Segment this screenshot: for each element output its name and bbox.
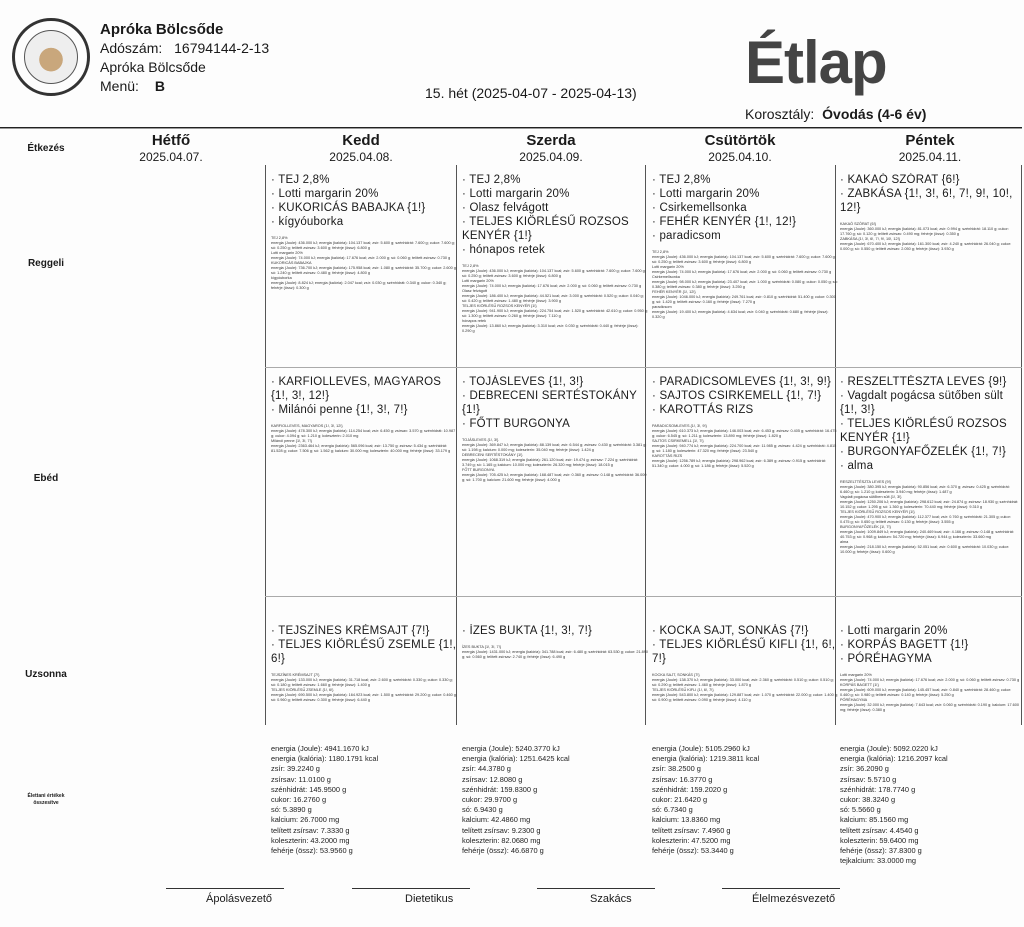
total-line: zsírsav: 12.8080 g bbox=[462, 774, 523, 784]
dish-item: · Csirkemellsonka bbox=[652, 201, 838, 215]
nutrition-line: KORPÁS BAGETT {1!} bbox=[840, 683, 879, 687]
nutrition-line: KARFIOLLEVES, MAGYAROS {1!, 3!, 12!} bbox=[271, 424, 343, 428]
nutrition-line: ÍZES BUKTA {1!, 3!, 7!} bbox=[462, 645, 501, 649]
day-name: Kedd bbox=[342, 132, 380, 149]
total-line: só: 6.7340 g bbox=[652, 805, 693, 815]
day-header-pentek bbox=[836, 132, 1024, 164]
nutrition-line: TELJES KIÖRLÉSŰ ZSEMLE {1!, 6!} bbox=[271, 688, 334, 692]
dish-item: · Lotti margarin 20% bbox=[652, 187, 838, 201]
nutrition-fine-print bbox=[840, 480, 1020, 555]
week-range: 15. hét (2025-04-07 - 2025-04-13) bbox=[425, 85, 637, 101]
total-line: szénhidrát: 159.2020 g bbox=[652, 784, 728, 794]
total-line: telített zsírsav: 4.4540 g bbox=[840, 825, 919, 835]
nutrition-line: energia (Joule): 705.425 kJ; energia (kalória): 168.487 kcal; zsír: 0.360 g; zsírsav: 0.148 g; szénhidrát: 36.000 g; só: 1.700 g; kalcium: 21.600 mg; fehérje (össz): 4.000 g bbox=[462, 473, 647, 482]
total-line: fehérje (össz): 46.6870 g bbox=[462, 846, 544, 856]
totals-kedd bbox=[271, 744, 457, 856]
nutrition-line: Lotti margarin 20% bbox=[652, 265, 684, 269]
age-value: Óvodás (4-6 év) bbox=[822, 106, 927, 122]
nutrition-line: PARADICSOMLEVES {1!, 3!, 9!} bbox=[652, 424, 707, 428]
total-line: tejkalcium: 33.0000 mg bbox=[840, 856, 916, 866]
nutrition-line: TELJES KIÖRLÉSŰ ROZSOS KENYÉR {1!} bbox=[840, 510, 915, 514]
dish-item: · TEJ 2,8% bbox=[652, 173, 838, 187]
dish-item: · TELJES KIÖRLÉSŰ ROZSOS KENYÉR {1!} bbox=[462, 215, 648, 243]
logo-emblem-icon bbox=[24, 30, 78, 84]
nutrition-line: Lotti margarin 20% bbox=[840, 673, 872, 677]
nutrition-line: energia (Joule): 74.000 kJ; energia (kalória): 17.676 kcal; zsír: 2.000 g; só: 0.060 g; telített zsírsav: 0.730 g bbox=[652, 270, 832, 274]
nutrition-line: TEJSZÍNES KRÉMSAJT {7!} bbox=[271, 673, 320, 677]
cell-csutortok-reggeli bbox=[652, 173, 838, 365]
nutrition-line: KAROTTÁS RIZS bbox=[652, 454, 683, 458]
cell-pentek-uzsonna bbox=[840, 624, 1020, 724]
dish-item: · TEJ 2,8% bbox=[462, 173, 648, 187]
dish-item: · KARFIOLLEVES, MAGYAROS {1!, 3!, 12!} bbox=[271, 375, 457, 403]
nutrition-line: TELJES KIÖRLÉSŰ ROZSOS KENYÉR {1!} bbox=[462, 304, 537, 308]
row-label-ebed: Ebéd bbox=[33, 473, 59, 484]
day-date: 2025.04.07. bbox=[139, 150, 203, 164]
signature-label-elelmezesvezeto: Élelmezésvezető bbox=[752, 893, 836, 905]
dish-item: · TELJES KIÖRLÉSŰ KIFLI {1!, 6!, 7!} bbox=[652, 638, 838, 666]
nutrition-line: energia (Joule): 2363.464 kJ; energia (kalória): 565.096 kcal; zsír: 13.750 g; zsírsav: 5.434 g; szénhidrát: 81.528 g; cukor: 7.506 g; só: 1.562 g; kalcium: 30.000 mg; koleszterin: 40.000 mg; fehérje (össz): 33.179 g bbox=[271, 444, 451, 453]
dish-item: · TELJES KIÖRLÉSŰ ZSEMLE {1!, 6!} bbox=[271, 638, 457, 666]
day-name: Csütörtök bbox=[704, 132, 776, 149]
total-line: só: 5.3890 g bbox=[271, 805, 312, 815]
cell-kedd-ebed bbox=[271, 375, 457, 593]
nutrition-line: energia (Joule): 74.000 kJ; energia (kalória): 17.676 kcal; zsír: 2.000 g; só: 0.060 g; telített zsírsav: 0.730 g bbox=[271, 256, 451, 260]
dish-item: · KUKORICÁS BABAJKA {1!} bbox=[271, 201, 457, 215]
dish-item: · kígyóuborka bbox=[271, 215, 457, 229]
age-group bbox=[745, 106, 926, 122]
subinstitution-name: Apróka Bölcsőde bbox=[100, 59, 206, 75]
nutrition-fine-print bbox=[652, 250, 838, 320]
dish-item: · Lotti margarin 20% bbox=[840, 624, 1020, 638]
total-line: energia (Joule): 5240.3770 kJ bbox=[462, 744, 560, 753]
nutrition-line: TOJÁSLEVES {1!, 3!} bbox=[462, 438, 499, 442]
nutrition-line: TEJ 2,8% bbox=[271, 236, 288, 240]
row-label-reggeli: Reggeli bbox=[27, 258, 65, 269]
total-line: energia (kalória): 1251.6425 kcal bbox=[462, 754, 570, 764]
dish-item: · TEJSZÍNES KRÉMSAJT {7!} bbox=[271, 624, 457, 638]
table-top-border-2 bbox=[0, 128, 1022, 129]
dish-item: · PARADICSOMLEVES {1!, 3!, 9!} bbox=[652, 375, 838, 389]
cell-pentek-ebed bbox=[840, 375, 1020, 593]
signature-label-szakacs: Szakács bbox=[590, 893, 632, 905]
total-line: só: 6.9430 g bbox=[462, 805, 503, 815]
nutrition-line: Olasz felvágott bbox=[462, 289, 488, 293]
nutrition-line: ZABKÁSA {1!, 3!, 6!, 7!, 9!, 10!, 12!} bbox=[840, 237, 900, 241]
nutrition-line: energia (Joule): 1068.319 kJ; energia (kalória): 261.120 kcal; zsír: 19.474 g; zsírsav: 7.224 g; szénhidrát: 3.749 g; só: 1.165 g; kalcium: 10.000 mg; koleszterin: 26.320 mg; fehérje (össz): 18.015 g bbox=[462, 458, 639, 467]
nutrition-line: energia (Joule): 186.400 kJ; energia (kalória): 44.521 kcal; zsír: 3.000 g; szénhidrát: 0.520 g; cukor: 0.040 g; só: 0.420 g; telített zsírsav: 1.480 g; fehérje (össz): 3.900 g bbox=[462, 294, 644, 303]
nutrition-line: energia (Joule): 98.000 kJ; energia (kalória): 23.407 kcal; zsír: 1.000 g; szénhidrát: 0.080 g; cukor: 0.050 g; só: 0.380 g; telített zsírsav: 0.380 g; fehérje (össz): 3.250 g bbox=[652, 280, 838, 289]
nutrition-line: energia (Joule): 74.000 kJ; energia (kalória): 17.676 kcal; zsír: 2.000 g; só: 0.060 g; telített zsírsav: 0.730 g bbox=[840, 678, 1020, 682]
dish-item: · KOCKA SAJT, SONKÁS {7!} bbox=[652, 624, 838, 638]
nutrition-fine-print bbox=[271, 236, 457, 291]
total-line: cukor: 29.9700 g bbox=[462, 795, 518, 805]
day-date: 2025.04.11. bbox=[898, 150, 962, 164]
menu-value: B bbox=[154, 78, 165, 94]
totals-szerda bbox=[462, 744, 648, 856]
nutrition-line: energia (Joule): 138.370 kJ; energia (kalória): 33.000 kcal; zsír: 2.360 g; szénhidrát: 0.510 g; cukor: 0.510 g; só: 0.290 g; telített zsírsav: 1.460 g; fehérje (össz): 1.870 g bbox=[652, 678, 834, 687]
nutrition-line: energia (Joule): 1046.000 kJ; energia (kalória): 249.761 kcal; zsír: 0.810 g; szénhidrát: 51.400 g; cukor: 0.300 g; só: 1.420 g; telített zsírsav: 0.160 g; fehérje (össz): 7.270 g bbox=[652, 295, 836, 304]
nutrition-line: energia (Joule): 610.373 kJ; energia (kalória): 146.003 kcal; zsír: 6.453 g; zsírsav: 0.405 g; szénhidrát: 16.475 g; cukor: 6.545 g; só: 1.211 g; koleszterin: 13.890 mg; fehérje (össz): 1.820 g bbox=[652, 429, 837, 438]
col-divider-5 bbox=[1021, 165, 1022, 725]
day-date: 2025.04.09. bbox=[519, 150, 583, 164]
nutrition-fine-print bbox=[271, 424, 457, 454]
signature-label-dietetikus: Dietetikus bbox=[405, 893, 454, 905]
nutrition-line: Lotti margarin 20% bbox=[271, 251, 303, 255]
dish-item: · FEHÉR KENYÉR {1!, 12!} bbox=[652, 215, 838, 229]
header-institution-block bbox=[100, 20, 269, 96]
cell-szerda-reggeli bbox=[462, 173, 648, 365]
nutrition-line: energia (Joule): 478.300 kJ; energia (kalória): 114.254 kcal; zsír: 6.450 g; zsírsav: 3.570 g; szénhidrát: 10.987 g; cukor: 4.094 g; só: 1.210 g; koleszterin: 2.010 mg bbox=[271, 429, 456, 438]
cell-kedd-reggeli bbox=[271, 173, 457, 365]
total-line: kalcium: 85.1560 mg bbox=[840, 815, 909, 825]
total-line: telített zsírsav: 9.2300 g bbox=[462, 825, 541, 835]
dish-item: · PÓRÉHAGYMA bbox=[840, 652, 1020, 666]
nutrition-line: kígyóuborka bbox=[271, 276, 292, 280]
cell-pentek-reggeli bbox=[840, 173, 1020, 365]
day-date: 2025.04.08. bbox=[329, 150, 393, 164]
nutrition-line: KOCKA SAJT, SONKÁS {7!} bbox=[652, 673, 700, 677]
tax-label: Adószám: bbox=[100, 40, 163, 56]
total-line: zsírsav: 16.3770 g bbox=[652, 774, 713, 784]
total-line: telített zsírsav: 7.4960 g bbox=[652, 825, 731, 835]
row-divider-2 bbox=[265, 596, 1022, 597]
dish-item: · paradicsom bbox=[652, 229, 838, 243]
dish-item: · KAROTTÁS RIZS bbox=[652, 403, 838, 417]
cell-szerda-ebed bbox=[462, 375, 648, 593]
nutrition-line: energia (Joule): 436.000 kJ; energia (kalória): 104.137 kcal; zsír: 5.600 g; szénhidrát: 7.600 g; cukor: 7.600 g; só: 0.250 g; telített zsírsav: 3.600 g; fehérje (össz): 6.800 g bbox=[271, 241, 455, 250]
nutrition-line: energia (Joule): 8.824 kJ; energia (kalória): 2.047 kcal; zsír: 0.030 g; szénhidrát: 0.340 g; cukor: 0.340 g; fehérje (össz): 0.300 g bbox=[271, 281, 447, 290]
age-label: Korosztály: bbox=[745, 106, 815, 122]
total-line: energia (Joule): 5092.0220 kJ bbox=[840, 744, 938, 753]
cell-kedd-uzsonna bbox=[271, 624, 457, 724]
nutrition-line: FEHÉR KENYÉR {1!, 12!} bbox=[652, 290, 696, 294]
nutrition-line: TELJES KIÖRLÉSŰ KIFLI {1!, 6!, 7!} bbox=[652, 688, 714, 692]
row-divider-1 bbox=[265, 367, 1022, 368]
dish-item: · FŐTT BURGONYA bbox=[462, 417, 648, 431]
nutrition-fine-print bbox=[462, 438, 648, 483]
tax-number: 16794144-2-13 bbox=[174, 40, 270, 56]
dish-item: · Olasz felvágott bbox=[462, 201, 648, 215]
total-line: fehérje (össz): 37.8300 g bbox=[840, 846, 922, 856]
signature-label-apolasvezeto: Ápolásvezető bbox=[206, 893, 273, 905]
total-line: kalcium: 42.4860 mg bbox=[462, 815, 531, 825]
dish-item: · DEBRECENI SERTÉSTOKÁNY {1!} bbox=[462, 389, 648, 417]
nutrition-fine-print bbox=[462, 264, 648, 334]
dish-item: · Milánói penne {1!, 3!, 7!} bbox=[271, 403, 457, 417]
total-line: cukor: 16.2760 g bbox=[271, 795, 327, 805]
dish-item: · ZABKÁSA {1!, 3!, 6!, 7!, 9!, 10!, 12!} bbox=[840, 187, 1020, 215]
bolcskonyha-logo bbox=[12, 18, 90, 96]
nutrition-line: energia (Joule): 941.900 kJ; energia (kalória): 224.754 kcal; zsír: 1.520 g; szénhidrát: 42.610 g; cukor: 0.950 g; só: 1.300 g; telített zsírsav: 0.260 g; fehérje (össz): 7.110 g bbox=[462, 309, 648, 318]
total-line: koleszterin: 59.6400 mg bbox=[840, 835, 919, 845]
nutrition-line: paradicsom bbox=[652, 305, 672, 309]
total-line: szénhidrát: 178.7740 g bbox=[840, 784, 916, 794]
total-line: energia (kalória): 1180.1791 kcal bbox=[271, 754, 379, 764]
nutrition-line: hónapos retek bbox=[462, 319, 487, 323]
total-line: cukor: 21.6420 g bbox=[652, 795, 708, 805]
nutrition-line: energia (Joule): 369.847 kJ; energia (kalória): 88.139 kcal; zsír: 6.544 g; zsírsav: 0.430 g; szénhidrát: 3.381 g; só: 1.198 g; kalcium: 0.000 mg; koleszterin: 35.040 mg; fehérje (össz): 1.424 g bbox=[462, 443, 647, 452]
nutrition-line: energia (Joule): 436.000 kJ; energia (kalória): 104.137 kcal; zsír: 5.600 g; szénhidrát: 7.600 g; cukor: 7.600 g; só: 0.250 g; telített zsírsav: 3.600 g; fehérje (össz): 6.800 g bbox=[462, 269, 646, 278]
total-line: energia (kalória): 1216.2097 kcal bbox=[840, 754, 948, 764]
nutrition-line: energia (Joule): 736.700 kJ; energia (kalória): 175.958 kcal; zsír: 1.080 g; szénhidrát: 35.700 g; cukor: 2.600 g; só: 1.240 g; telített zsírsav: 0.480 g; fehérje (össz): 4.800 g bbox=[271, 266, 457, 275]
total-line: zsír: 38.2500 g bbox=[652, 764, 701, 774]
dish-item: · alma bbox=[840, 459, 1020, 473]
total-line: szénhidrát: 159.8300 g bbox=[462, 784, 538, 794]
nutrition-line: KUKORICÁS BABAJKA bbox=[271, 261, 312, 265]
total-line: koleszterin: 82.0680 mg bbox=[462, 835, 541, 845]
signature-line-apolasvezeto bbox=[166, 888, 284, 889]
page-title: Étlap bbox=[745, 29, 887, 96]
nutrition-line: energia (Joule): 436.000 kJ; energia (kalória): 104.137 kcal; zsír: 5.600 g; szénhidrát: 7.600 g; cukor: 7.600 g; só: 0.250 g; telített zsírsav: 3.600 g; fehérje (össz): 6.800 g bbox=[652, 255, 836, 264]
nutrition-fine-print bbox=[652, 673, 838, 703]
nutrition-line: energia (Joule): 218.150 kJ; energia (kalória): 52.051 kcal; zsír: 0.600 g; szénhidrát: 10.030 g; cukor: 10.000 g; fehérje (össz): 0.600 g bbox=[840, 545, 1010, 554]
total-line: energia (Joule): 5105.2960 kJ bbox=[652, 744, 750, 753]
nutrition-line: energia (Joule): 1431.000 kJ; energia (kalória): 341.788 kcal; zsír: 6.480 g; szénhidrát: 63.530 g; cukor: 21.890 g; só: 0.560 g; telített zsírsav: 2.740 g; fehérje (össz): 6.490 g bbox=[462, 650, 648, 659]
nutrition-fine-print bbox=[271, 673, 457, 703]
dish-item: · Lotti margarin 20% bbox=[271, 187, 457, 201]
nutrition-fine-print bbox=[652, 424, 838, 469]
dish-item: · Lotti margarin 20% bbox=[462, 187, 648, 201]
total-line: zsírsav: 11.0100 g bbox=[271, 774, 331, 784]
nutrition-line: energia (Joule): 74.000 kJ; energia (kalória): 17.676 kcal; zsír: 2.000 g; só: 0.060 g; telített zsírsav: 0.730 g bbox=[462, 284, 642, 288]
dish-item: · SAJTOS CSIRKEMELL {1!, 7!} bbox=[652, 389, 838, 403]
menu-label: Menü: bbox=[100, 78, 139, 94]
total-line: zsír: 44.3780 g bbox=[462, 764, 511, 774]
nutrition-line: energia (Joule): 360.000 kJ; energia (kalória): 81.073 kcal; zsír: 0.994 g; szénhidrát: 18.110 g; cukor: 17.760 g; só: 0.120 g; telített zsírsav: 0.490 mg; fehérje (össz): 0.350 g bbox=[840, 227, 1009, 236]
nutrition-line: RESZELTTÉSZTA LEVES {9!} bbox=[840, 480, 891, 484]
total-line: zsírsav: 5.5710 g bbox=[840, 774, 897, 784]
nutrition-line: energia (Joule): 380.395 kJ; energia (kalória): 90.856 kcal; zsír: 6.370 g; zsírsav: 0.425 g; szénhidrát: 6.460 g; só: 1.210 g; koleszterin: 3.940 mg; fehérje (össz): 1.487 g bbox=[840, 485, 1010, 494]
day-header-kedd bbox=[267, 132, 455, 164]
dish-item: · Vagdalt pogácsa sütőben sült {1!, 3!} bbox=[840, 389, 1020, 417]
tax-row bbox=[100, 39, 269, 58]
total-line: kalcium: 26.7000 mg bbox=[271, 815, 340, 825]
row-label-uzsonna: Uzsonna bbox=[25, 669, 67, 680]
total-line: cukor: 38.3240 g bbox=[840, 795, 896, 805]
nutrition-line: energia (Joule): 470.900 kJ; energia (kalória): 112.377 kcal; zsír: 0.760 g; szénhidrát: 21.305 g; cukor: 0.475 g; só: 0.650 g; telített zsírsav: 0.130 g; fehérje (össz): 3.555 g bbox=[840, 515, 1011, 524]
total-line: só: 5.5660 g bbox=[840, 805, 881, 815]
day-name: Hétfő bbox=[151, 132, 191, 149]
row-label-osszesito bbox=[0, 793, 92, 807]
nutrition-line: energia (Joule): 609.000 kJ; energia (kalória): 145.457 kcal; zsír: 0.840 g; szénhidrát: 28.460 g; cukor: 0.460 g; só: 0.980 g; telített zsírsav: 0.140 g; fehérje (össz): 5.250 g bbox=[840, 688, 1012, 697]
nutrition-line: FŐTT BURGONYA bbox=[462, 468, 495, 472]
nutrition-fine-print bbox=[840, 673, 1020, 713]
day-name: Szerda bbox=[526, 132, 576, 149]
nutrition-line: energia (Joule): 13.860 kJ; energia (kalória): 3.310 kcal; zsír: 0.030 g; szénhidrát: 0.440 g; fehérje (össz): 0.290 g bbox=[462, 324, 639, 333]
cell-csutortok-ebed bbox=[652, 375, 838, 593]
dish-item: · RESZELTTÉSZTA LEVES {9!} bbox=[840, 375, 1020, 389]
cell-csutortok-uzsonna bbox=[652, 624, 838, 724]
nutrition-line: Lotti margarin 20% bbox=[462, 279, 494, 283]
nutrition-line: energia (Joule): 32.000 kJ; energia (kalória): 7.643 kcal; zsír: 0.060 g; szénhidrát: 0.190 g; kalcium: 17.600 mg; fehérje (össz): 0.380 g bbox=[840, 703, 1019, 712]
row-label-osszesito-1: Élettani értékek bbox=[27, 793, 65, 799]
nutrition-line: energia (Joule): 940.774 kJ; energia (kalória): 224.700 kcal; zsír: 11.985 g; zsírsav: 4.424 g; szénhidrát: 4.815 g; só: 1.180 g; koleszterin: 47.320 mg; fehérje (össz): 23.540 g bbox=[652, 444, 837, 453]
total-line: fehérje (össz): 53.3440 g bbox=[652, 846, 734, 856]
total-line: koleszterin: 47.5200 mg bbox=[652, 835, 731, 845]
day-header-csutortok bbox=[646, 132, 834, 164]
dish-item: · BURGONYAFŐZELÉK {1!, 7!} bbox=[840, 445, 1020, 459]
nutrition-line: energia (Joule): 670.400 kJ; energia (kalória): 161.300 kcal; zsír: 4.240 g; szénhidrát: 26.040 g; cukor: 0.000 g; só: 0.550 g; telített zsírsav: 2.050 g; fehérje (össz): 3.930 g bbox=[840, 242, 1012, 251]
menu-row bbox=[100, 77, 269, 96]
nutrition-line: alma bbox=[840, 540, 849, 544]
nutrition-line: Milánói penne {1!, 3!, 7!} bbox=[271, 439, 312, 443]
dish-item: · KAKAÓ SZÓRAT {6!} bbox=[840, 173, 1020, 187]
total-line: koleszterin: 43.2000 mg bbox=[271, 835, 350, 845]
dish-item: · TEJ 2,8% bbox=[271, 173, 457, 187]
nutrition-line: energia (Joule): 543.800 kJ; energia (kalória): 129.887 kcal; zsír: 1.070 g; szénhidrát: 22.000 g; cukor: 1.400 g; só: 0.900 g; telített zsírsav: 0.090 g; fehérje (össz): 4.110 g bbox=[652, 693, 838, 702]
total-line: zsír: 39.2240 g bbox=[271, 764, 320, 774]
day-header-hetfo bbox=[77, 132, 265, 164]
dish-item: · hónapos retek bbox=[462, 243, 648, 257]
day-header-szerda bbox=[457, 132, 645, 164]
nutrition-fine-print bbox=[462, 645, 648, 660]
nutrition-line: energia (Joule): 133.000 kJ; energia (kalória): 31.718 kcal; zsír: 2.600 g; szénhidrát: 0.330 g; cukor: 0.330 g; só: 0.180 g; telített zsírsav: 1.660 g; fehérje (össz): 1.400 g bbox=[271, 678, 453, 687]
total-line: szénhidrát: 145.9500 g bbox=[271, 784, 347, 794]
nutrition-line: TEJ 2,8% bbox=[652, 250, 669, 254]
nutrition-line: TEJ 2,8% bbox=[462, 264, 479, 268]
total-line: telített zsírsav: 7.3330 g bbox=[271, 825, 350, 835]
nutrition-line: SAJTOS CSIRKEMELL {1!, 7!} bbox=[652, 439, 704, 443]
signature-line-szakacs bbox=[537, 888, 655, 889]
nutrition-line: energia (Joule): 1256.789 kJ; energia (kalória): 298.962 kcal; zsír: 6.389 g; zsírsav: 0.915 g; szénhidrát: 51.340 g; cukor: 4.000 g; só: 1.186 g; fehérje (össz): 5.520 g bbox=[652, 459, 826, 468]
dish-item: · TOJÁSLEVES {1!, 3!} bbox=[462, 375, 648, 389]
row-label-osszesito-2: összesítve bbox=[33, 800, 59, 806]
totals-csutortok bbox=[652, 744, 838, 856]
institution-name: Apróka Bölcsőde bbox=[100, 21, 224, 38]
total-line: energia (kalória): 1219.3811 kcal bbox=[652, 754, 760, 764]
total-line: zsír: 36.2090 g bbox=[840, 764, 889, 774]
nutrition-line: KAKAÓ SZÓRAT {6!} bbox=[840, 222, 876, 226]
total-line: kalcium: 13.8360 mg bbox=[652, 815, 721, 825]
dish-item: · TELJES KIÖRLÉSŰ ROZSOS KENYÉR {1!} bbox=[840, 417, 1020, 445]
dish-item: · ÍZES BUKTA {1!, 3!, 7!} bbox=[462, 624, 648, 638]
nutrition-line: BURGONYAFŐZELÉK {1!, 7!} bbox=[840, 525, 891, 529]
nutrition-line: PÓRÉHAGYMA bbox=[840, 698, 868, 702]
day-name: Péntek bbox=[905, 132, 955, 149]
dish-item: · KORPÁS BAGETT {1!} bbox=[840, 638, 1020, 652]
nutrition-fine-print bbox=[840, 222, 1020, 252]
nutrition-line: energia (Joule): 690.500 kJ; energia (kalória): 164.923 kcal; zsír: 1.500 g; szénhidrát: 29.200 g; cukor: 0.460 g; só: 0.960 g; telített zsírsav: 0.300 g; fehérje (össz): 6.440 g bbox=[271, 693, 457, 702]
signature-line-dietetikus bbox=[352, 888, 470, 889]
total-line: fehérje (össz): 53.9560 g bbox=[271, 846, 353, 856]
nutrition-line: Vagdalt pogácsa sütőben sült {1!, 3!} bbox=[840, 495, 902, 499]
signature-line-elelmezesvezeto bbox=[722, 888, 840, 889]
nutrition-line: energia (Joule): 1250.206 kJ; energia (kalória): 298.612 kcal; zsír: 24.874 g; zsírsav: 18.930 g; szénhidrát: 10.152 g; cukor: 1.295 g; só: 1.360 g; koleszterin: 70.440 mg; fehérje (össz): 9.310 g bbox=[840, 500, 1019, 509]
cell-szerda-uzsonna bbox=[462, 624, 648, 724]
nutrition-line: DEBRECENI SERTÉSTOKÁNY {1!} bbox=[462, 453, 523, 457]
total-line: energia (Joule): 4941.1670 kJ bbox=[271, 744, 369, 753]
nutrition-line: energia (Joule): 19.400 kJ; energia (kalória): 4.634 kcal; zsír: 0.040 g; szénhidrát: 0.680 g; fehérje (össz): 0.320 g bbox=[652, 310, 829, 319]
day-date: 2025.04.10. bbox=[708, 150, 772, 164]
totals-pentek bbox=[840, 744, 1024, 866]
nutrition-line: Csirkemellsonka bbox=[652, 275, 680, 279]
col-divider-1 bbox=[265, 165, 266, 725]
nutrition-line: energia (Joule): 1009.849 kJ; energia (kalória): 240.469 kcal; zsír: 4.166 g; zsírsav: 0.148 g; szénhidrát: 40.753 g; só: 0.968 g; kalcium: 54.720 mg; fehérje (össz): 6.944 g; koleszterin: 33.660 mg bbox=[840, 530, 1014, 539]
row-label-etkezes: Étkezés bbox=[27, 143, 65, 154]
